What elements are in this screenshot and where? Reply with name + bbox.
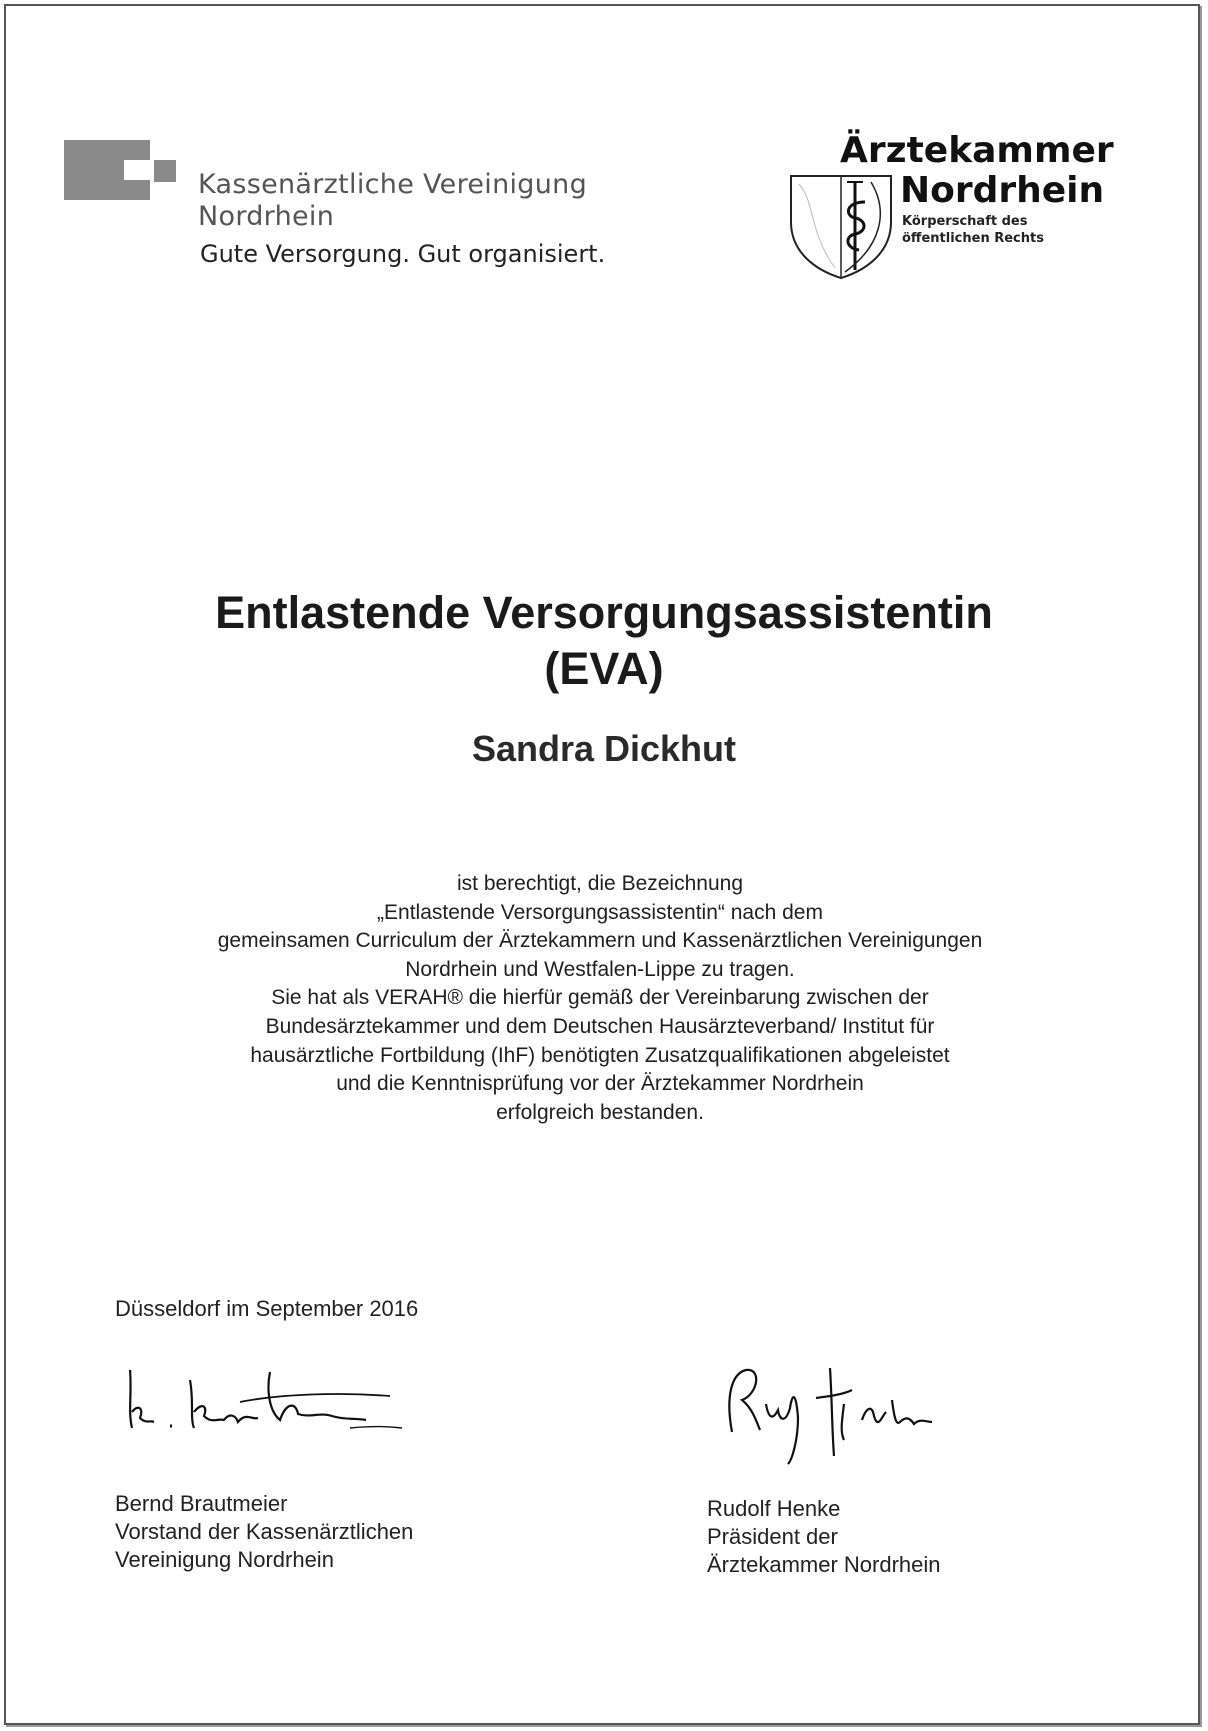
aek-logo-name-line1: Ärztekammer (840, 130, 1114, 171)
place-and-date: Düsseldorf im September 2016 (115, 1296, 419, 1321)
body-line: gemeinsamen Curriculum der Ärztekammern und Kassenärztlichen Vereinigungen (217, 929, 983, 953)
kv-logo-name-line2: Nordrhein (198, 201, 335, 232)
aek-logo-subtitle-line1: Körperschaft des (902, 214, 1028, 229)
kv-logo-slogan: Gute Versorgung. Gut organisiert. (200, 240, 606, 268)
signer-right-role-line2: Ärztekammer Nordrhein (707, 1552, 941, 1577)
signer-right-role-line1: Präsident der (707, 1524, 838, 1549)
body-line: hausärztliche Fortbildung (IhF) benötigten Zusatzqualifikationen abgeleistet (250, 1043, 950, 1067)
kv-logo-name-line1: Kassenärztliche Vereinigung (198, 169, 588, 200)
signer-left (115, 1490, 413, 1574)
body-line: ist berechtigt, die Bezeichnung (456, 872, 743, 895)
body-line: Bundesärztekammer und dem Deutschen Hausärzteverband/ Institut für (265, 1014, 935, 1038)
recipient-name: Sandra Dickhut (471, 728, 737, 769)
aesculapian-shield-icon (785, 172, 897, 280)
signer-right (707, 1495, 941, 1579)
body-line: erfolgreich bestanden. (496, 1100, 704, 1124)
aek-logo-subtitle-line2: öffentlichen Rechts (902, 231, 1044, 246)
aek-logo-name-line2: Nordrhein (900, 170, 1105, 211)
certificate-title-line1: Entlastende Versorgungsassistentin (215, 587, 993, 638)
body-line: und die Kenntnisprüfung vor der Ärztekammer Nordrhein (336, 1072, 864, 1096)
body-line: Sie hat als VERAH® die hierfür gemäß der Vereinbarung zwischen der (271, 986, 929, 1010)
certificate-body (100, 870, 1100, 1127)
signer-right-name: Rudolf Henke (707, 1496, 841, 1521)
certificate-title-line2: (EVA) (544, 643, 664, 694)
kv-nordrhein-logo (64, 138, 606, 278)
body-line: „Entlastende Versorgungsassistentin“ nach dem (377, 900, 823, 924)
signer-left-role-line1: Vorstand der Kassenärztlichen (115, 1519, 414, 1544)
signer-left-name: Bernd Brautmeier (115, 1491, 288, 1516)
aek-nordrhein-logo (785, 130, 1114, 290)
kv-logo-mark-icon (64, 140, 176, 200)
body-line: Nordrhein und Westfalen-Lippe zu tragen. (405, 957, 795, 981)
signer-left-role-line2: Vereinigung Nordrhein (115, 1547, 334, 1572)
certificate-title (0, 585, 1208, 697)
signature-right-icon (712, 1360, 962, 1470)
signature-left-icon (120, 1362, 410, 1442)
